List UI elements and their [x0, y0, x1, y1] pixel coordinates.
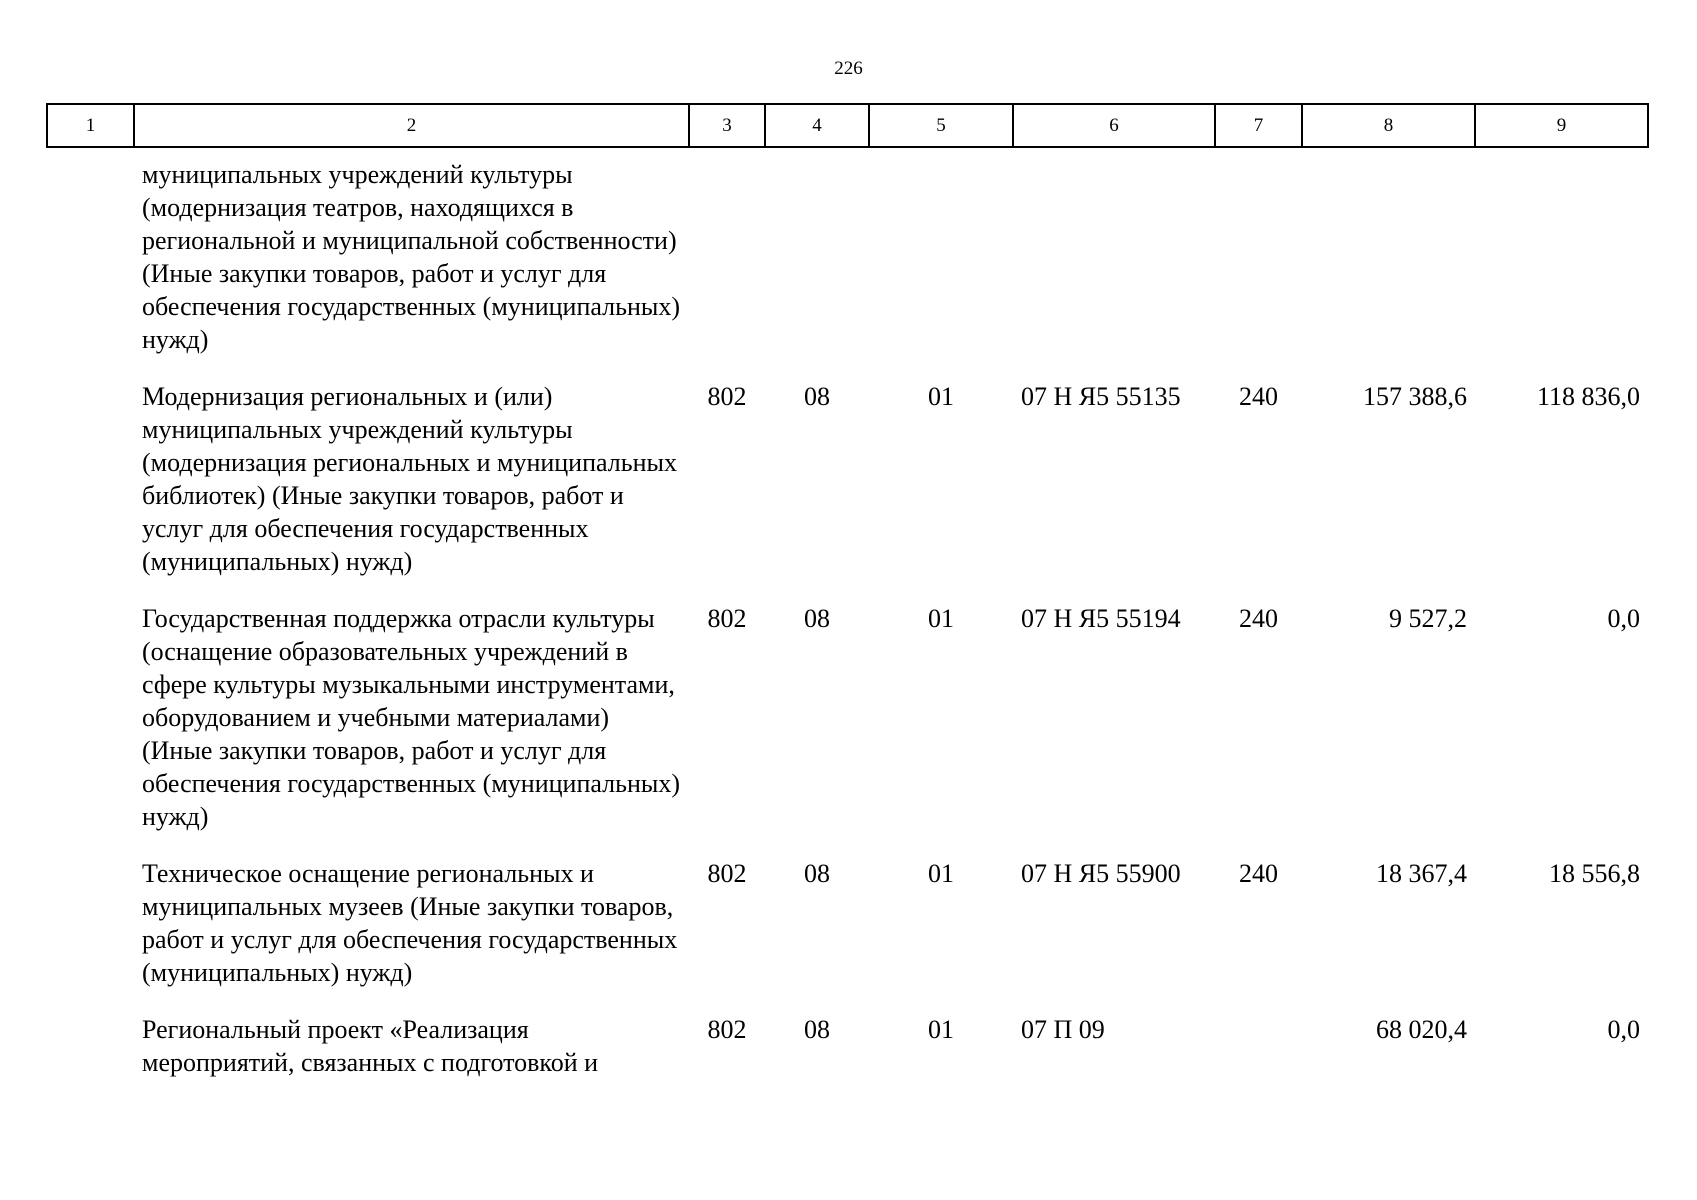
- cell-subsection: [869, 147, 1013, 370]
- column-number-header: 7: [1215, 104, 1302, 147]
- cell-subsection: 01: [928, 1015, 954, 1044]
- cell-ministry: 802: [707, 604, 747, 633]
- cell-expense-type: [1215, 1003, 1302, 1093]
- table-row: [47, 147, 1648, 370]
- cell-ministry: 802: [707, 382, 747, 411]
- cell-amount-2: 0,0: [1607, 1015, 1640, 1044]
- cell-target-article: [1013, 147, 1215, 370]
- cell-expense-type: 240: [1239, 604, 1278, 633]
- cell-section: 08: [804, 382, 830, 411]
- budget-table: [46, 103, 1649, 1093]
- cell-col-1: [47, 1003, 134, 1093]
- cell-target-article: 07 Н Я5 55135: [1021, 382, 1181, 411]
- cell-target-article: 07 П 09: [1021, 1015, 1105, 1044]
- cell-amount-1: [1302, 147, 1475, 370]
- cell-amount-2: 0,0: [1607, 604, 1640, 633]
- column-number-header: 5: [869, 104, 1013, 147]
- table-row: [47, 370, 1648, 592]
- cell-expense-type: 240: [1239, 859, 1278, 888]
- column-number-header: 8: [1302, 104, 1475, 147]
- cell-ministry: 802: [707, 1015, 747, 1044]
- cell-name: Техническое оснащение региональных и муниципальных музеев (Иные закупки товаров, работ и услуг для обеспечения государственных (муниципальных) нужд): [142, 859, 678, 987]
- page-number: 226: [834, 58, 863, 79]
- cell-target-article: 07 Н Я5 55900: [1021, 859, 1181, 888]
- cell-name: Государственная поддержка отрасли культуры (оснащение образовательных учреждений в сфере культуры музыкальными инструментами, оборудованием и учебными материалами) (Иные закупки товаров, работ и услуг для обеспечения государственных (муниципальных) нужд): [142, 604, 681, 831]
- cell-ministry: [689, 147, 765, 370]
- cell-expense-type: 240: [1239, 382, 1278, 411]
- cell-section: 08: [804, 604, 830, 633]
- cell-col-1: [47, 370, 134, 592]
- column-number-header-row: [47, 104, 1648, 147]
- table-row: [47, 592, 1648, 847]
- column-number-header: 3: [689, 104, 765, 147]
- column-number-header: 9: [1475, 104, 1648, 147]
- cell-section: [765, 147, 869, 370]
- cell-section: 08: [804, 859, 830, 888]
- cell-section: 08: [804, 1015, 830, 1044]
- cell-target-article: 07 Н Я5 55194: [1021, 604, 1181, 633]
- table-row: [47, 1003, 1648, 1093]
- cell-amount-1: 18 367,4: [1376, 859, 1467, 888]
- cell-col-1: [47, 847, 134, 1003]
- column-number-header: 2: [134, 104, 689, 147]
- cell-amount-2: [1475, 147, 1648, 370]
- cell-name: Региональный проект «Реализация мероприятий, связанных с подготовкой и: [142, 1015, 599, 1077]
- cell-amount-1: 157 388,6: [1363, 382, 1467, 411]
- cell-amount-2: 118 836,0: [1536, 382, 1640, 411]
- table-row: [47, 847, 1648, 1003]
- cell-name: Модернизация региональных и (или) муниципальных учреждений культуры (модернизация региональных и муниципальных библиотек) (Иные закупки товаров, работ и услуг для обеспечения государственных (муниципальных) нужд): [142, 382, 677, 576]
- cell-subsection: 01: [928, 382, 954, 411]
- cell-amount-1: 68 020,4: [1376, 1015, 1467, 1044]
- cell-amount-1: 9 527,2: [1389, 604, 1467, 633]
- cell-subsection: 01: [928, 859, 954, 888]
- cell-col-1: [47, 592, 134, 847]
- cell-ministry: 802: [707, 859, 747, 888]
- column-number-header: 4: [765, 104, 869, 147]
- column-number-header: 1: [47, 104, 134, 147]
- cell-name: муниципальных учреждений культуры (модернизация театров, находящихся в региональной и муниципальной собственности) (Иные закупки товаров, работ и услуг для обеспечения государственных (муниципальных) нужд): [142, 160, 681, 354]
- cell-expense-type: [1215, 147, 1302, 370]
- cell-col-1: [47, 147, 134, 370]
- cell-amount-2: 18 556,8: [1549, 859, 1640, 888]
- cell-subsection: 01: [928, 604, 954, 633]
- column-number-header: 6: [1013, 104, 1215, 147]
